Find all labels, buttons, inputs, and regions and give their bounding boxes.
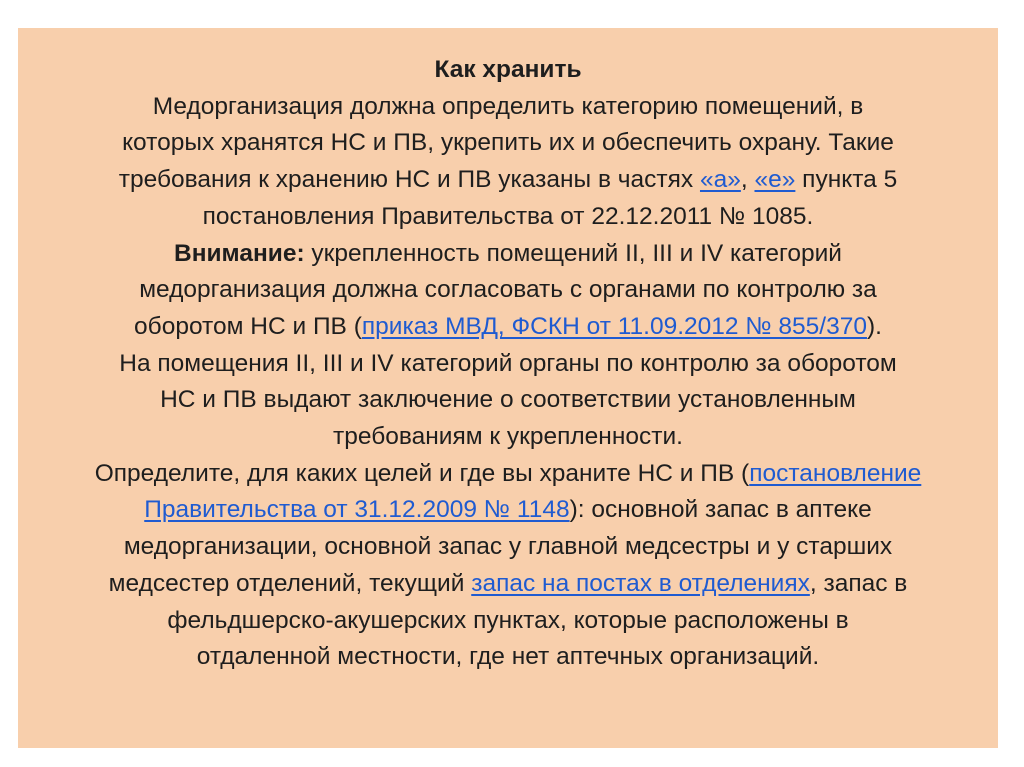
link-part-a[interactable]: «а» (699, 166, 741, 194)
paragraph-line (18, 456, 998, 493)
text-segment: Определите, для каких целей и где вы храните НС и ПВ ( (94, 459, 750, 487)
text-segment: , запас в (809, 569, 908, 597)
text-segment: пункта 5 (795, 166, 898, 194)
paragraph-line: медорганизации, основной запас у главной медсестры и у старших (123, 533, 893, 561)
slide-title: Как хранить (434, 56, 582, 83)
text-segment: ): основной запас в аптеке (569, 496, 872, 524)
link-government-decree-part2[interactable]: Правительства от 31.12.2009 № 1148 (144, 496, 570, 524)
text-segment: требования к хранению НС и ПВ указаны в частях (118, 166, 700, 194)
text-segment: ). (866, 312, 882, 340)
paragraph-line (18, 236, 998, 273)
link-part-e[interactable]: «е» (754, 166, 796, 194)
paragraph-line: отдаленной местности, где нет аптечных организаций. (196, 643, 820, 671)
link-ward-stock[interactable]: запас на постах в отделениях (471, 569, 810, 597)
paragraph-line (18, 309, 998, 346)
paragraph-line: медорганизация должна согласовать с органами по контролю за (139, 276, 877, 304)
paragraph-line: На помещения II, III и IV категорий органы по контролю за оборотом (119, 349, 897, 377)
text-segment: медсестер отделений, текущий (108, 569, 472, 597)
paragraph-line (18, 566, 998, 603)
text-segment: , (740, 166, 755, 194)
link-mvd-order[interactable]: приказ МВД, ФСКН от 11.09.2012 № 855/370 (361, 312, 867, 340)
paragraph-line: НС и ПВ выдают заключение о соответствии установленным (160, 386, 856, 414)
paragraph-line (18, 162, 998, 199)
text-segment: оборотом НС и ПВ ( (134, 312, 362, 340)
link-government-decree-part1[interactable]: постановление (749, 459, 922, 487)
paragraph-line: которых хранятся НС и ПВ, укрепить их и обеспечить охрану. Такие (122, 129, 894, 157)
paragraph-line: Медорганизация должна определить категорию помещений, в (152, 92, 864, 120)
paragraph-line: постановления Правительства от 22.12.2011 № 1085. (202, 202, 814, 230)
attention-label: Внимание: (174, 239, 305, 267)
paragraph-line (18, 492, 998, 529)
paragraph-line: требованиям к укрепленности. (333, 423, 683, 451)
slide-text (18, 52, 998, 676)
text-segment: укрепленность помещений II, III и IV категорий (304, 239, 842, 267)
paragraph-line: фельдшерско-акушерских пунктах, которые расположены в (167, 606, 849, 634)
